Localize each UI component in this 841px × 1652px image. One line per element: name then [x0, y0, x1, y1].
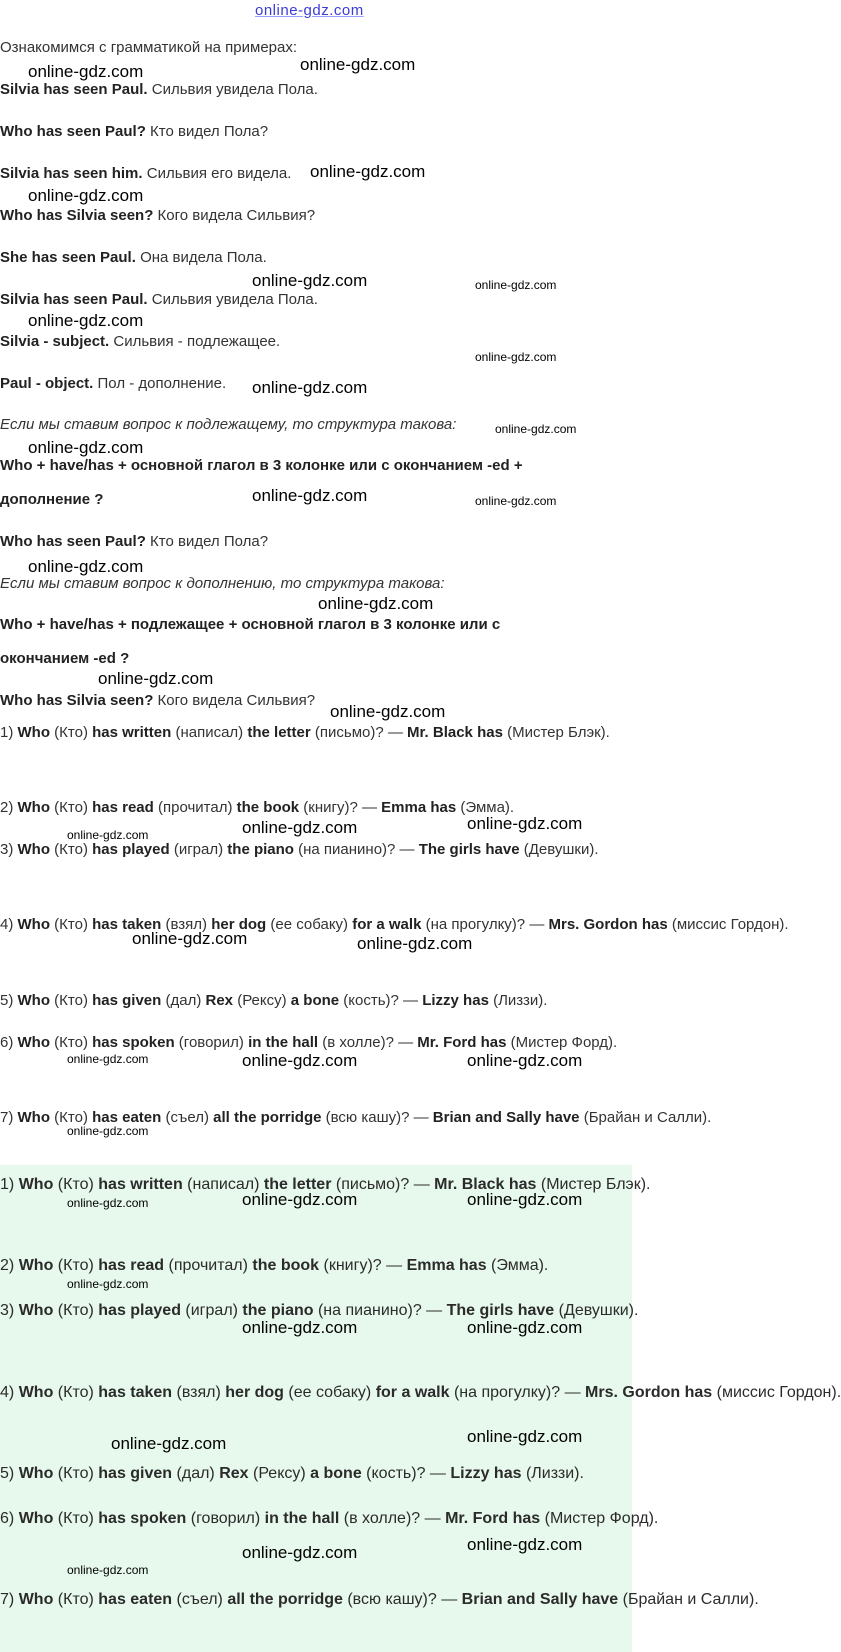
watermark: online-gdz.com: [467, 1190, 583, 1209]
watermark: online-gdz.com: [475, 494, 557, 508]
watermark: online-gdz.com: [132, 929, 248, 948]
watermark: online-gdz.com: [318, 594, 434, 613]
watermark: online-gdz.com: [67, 1124, 149, 1138]
highlight-answer-item: 1) Who (Кто) has written (написал) the letter (письмо)? — Mr. Black has (Мистер Блэк).: [0, 1176, 651, 1193]
rule-object-example: [0, 691, 315, 711]
example-line: [0, 206, 315, 226]
highlight-answer-item: 2) Who (Кто) has read (прочитал) the book (книгу)? — Emma has (Эмма).: [0, 1257, 549, 1274]
watermark: online-gdz.com: [252, 271, 368, 290]
example-en: Who has seen Paul?: [0, 533, 146, 550]
rule-subject-formula: Who + have/has + основной глагол в 3 колонке или с окончанием -ed +: [0, 457, 523, 474]
watermark: online-gdz.com: [242, 1190, 358, 1209]
example-ru: Сильвия - подлежащее.: [109, 333, 281, 350]
watermark: online-gdz.com: [467, 1427, 583, 1446]
watermark: online-gdz.com: [242, 1543, 358, 1562]
example-line: [0, 290, 318, 310]
highlight-answer-item: 3) Who (Кто) has played (играл) the piano (на пианино)? — The girls have (Девушки).: [0, 1302, 639, 1319]
example-en: Silvia - subject.: [0, 333, 110, 350]
watermark: online-gdz.com: [357, 934, 473, 953]
watermark: online-gdz.com: [467, 1051, 583, 1070]
watermark: online-gdz.com: [467, 1318, 583, 1337]
watermark: online-gdz.com: [67, 1563, 149, 1577]
watermark: online-gdz.com: [330, 702, 446, 721]
example-line: [0, 248, 267, 268]
watermark: online-gdz.com: [67, 828, 149, 842]
watermark: online-gdz.com: [300, 55, 416, 74]
rule-object-formula: Who + have/has + подлежащее + основной глагол в 3 колонке или с: [0, 616, 501, 633]
example-line: [0, 332, 280, 352]
highlight-answer-item: 4) Who (Кто) has taken (взял) her dog (ее собаку) for a walk (на прогулку)? — Mrs. Gordon has (миссис Гордон).: [0, 1384, 841, 1401]
watermark: online-gdz.com: [467, 814, 583, 833]
answer-item: 7) Who (Кто) has eaten (съел) all the porridge (всю кашу)? — Brian and Sally have (Брайан и Салли).: [0, 1109, 712, 1126]
example-en: Silvia has seen Paul.: [0, 81, 148, 98]
answer-item: 3) Who (Кто) has played (играл) the piano (на пианино)? — The girls have (Девушки).: [0, 841, 599, 858]
watermark: online-gdz.com: [67, 1052, 149, 1066]
answer-item: 5) Who (Кто) has given (дал) Rex (Рексу) a bone (кость)? — Lizzy has (Лиззи).: [0, 992, 548, 1009]
example-en: Who has Silvia seen?: [0, 692, 154, 709]
watermark: online-gdz.com: [310, 162, 426, 181]
example-line: [0, 80, 318, 100]
example-line: [0, 374, 226, 394]
watermark: online-gdz.com: [111, 1434, 227, 1453]
example-ru: Сильвия увидела Пола.: [147, 291, 318, 308]
example-en: Silvia has seen Paul.: [0, 291, 148, 308]
watermark: online-gdz.com: [242, 1051, 358, 1070]
watermark: online-gdz.com: [67, 1196, 149, 1210]
watermark: online-gdz.com: [28, 186, 144, 205]
example-ru: Сильвия увидела Пола.: [147, 81, 318, 98]
watermark: online-gdz.com: [67, 1277, 149, 1291]
watermark: online-gdz.com: [252, 378, 368, 397]
example-en: Silvia has seen him.: [0, 165, 143, 182]
example-ru: Кого видела Сильвия?: [153, 692, 316, 709]
watermark: online-gdz.com: [252, 486, 368, 505]
example-en: She has seen Paul.: [0, 249, 136, 266]
answer-item: 2) Who (Кто) has read (прочитал) the book (книгу)? — Emma has (Эмма).: [0, 799, 515, 816]
watermark: online-gdz.com: [98, 669, 214, 688]
site-watermark-header: online-gdz.com: [255, 2, 364, 19]
example-line: [0, 122, 268, 142]
answer-item: 1) Who (Кто) has written (написал) the letter (письмо)? — Mr. Black has (Мистер Блэк).: [0, 724, 610, 741]
rule-object-intro: Если мы ставим вопрос к дополнению, то структура такова:: [0, 575, 445, 592]
watermark: online-gdz.com: [28, 62, 144, 81]
watermark: online-gdz.com: [28, 557, 144, 576]
example-en: Paul - object.: [0, 375, 94, 392]
example-ru: Кого видела Сильвия?: [153, 207, 316, 224]
watermark: online-gdz.com: [28, 438, 144, 457]
watermark: online-gdz.com: [242, 818, 358, 837]
answer-item: 4) Who (Кто) has taken (взял) her dog (ее собаку) for a walk (на прогулку)? — Mrs. Gordon has (миссис Гордон).: [0, 916, 789, 933]
example-en: Who has seen Paul?: [0, 123, 146, 140]
highlight-answer-item: 6) Who (Кто) has spoken (говорил) in the hall (в холле)? — Mr. Ford has (Мистер Форд).: [0, 1510, 659, 1527]
rule-object-formula-cont: окончанием -ed ?: [0, 650, 130, 667]
intro-text: Ознакомимся с грамматикой на примерах:: [0, 39, 298, 56]
watermark: online-gdz.com: [475, 350, 557, 364]
example-ru: Пол - дополнение.: [93, 375, 227, 392]
watermark: online-gdz.com: [467, 1535, 583, 1554]
watermark: online-gdz.com: [242, 1318, 358, 1337]
highlight-answer-item: 7) Who (Кто) has eaten (съел) all the porridge (всю кашу)? — Brian and Sally have (Брайан и Салли).: [0, 1591, 759, 1608]
rule-subject-intro: Если мы ставим вопрос к подлежащему, то структура такова:: [0, 416, 457, 433]
answer-item: 6) Who (Кто) has spoken (говорил) in the hall (в холле)? — Mr. Ford has (Мистер Форд).: [0, 1034, 618, 1051]
watermark: online-gdz.com: [28, 311, 144, 330]
watermark: online-gdz.com: [495, 422, 577, 436]
answer-highlight-panel: [0, 1165, 632, 1652]
example-en: Who has Silvia seen?: [0, 207, 154, 224]
example-ru: Кто видел Пола?: [145, 533, 269, 550]
example-line: [0, 164, 291, 184]
highlight-answer-item: 5) Who (Кто) has given (дал) Rex (Рексу) a bone (кость)? — Lizzy has (Лиззи).: [0, 1465, 584, 1482]
example-ru: Сильвия его видела.: [142, 165, 292, 182]
example-ru: Кто видел Пола?: [145, 123, 269, 140]
watermark: online-gdz.com: [475, 278, 557, 292]
example-ru: Она видела Пола.: [135, 249, 267, 266]
rule-subject-example: [0, 532, 268, 552]
rule-subject-formula-cont: дополнение ?: [0, 491, 104, 508]
